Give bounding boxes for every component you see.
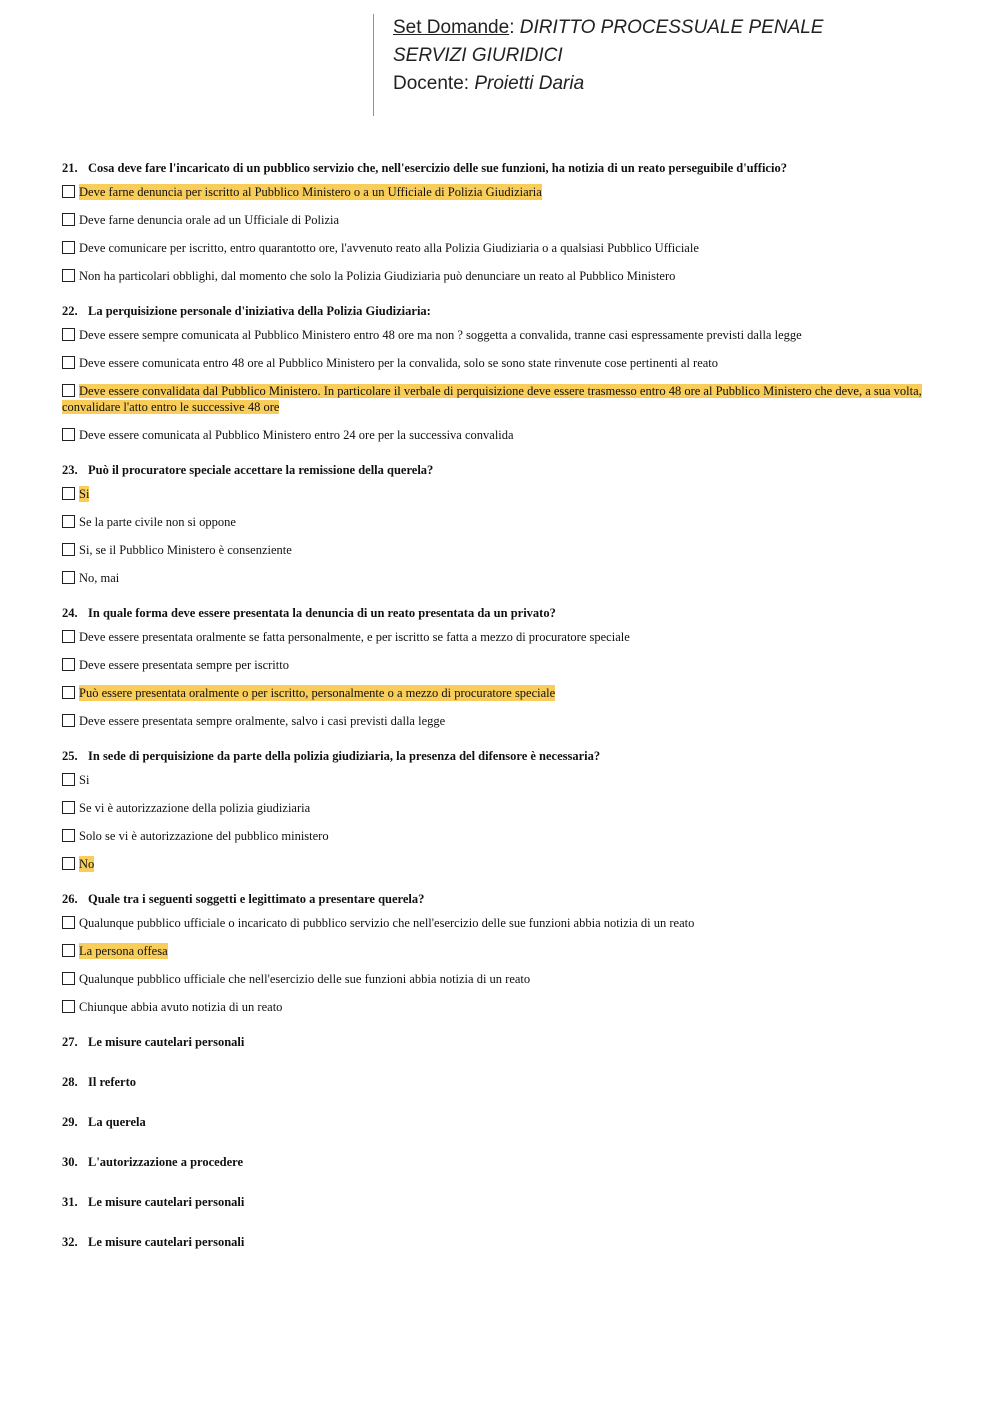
question-number: 30. [62, 1155, 78, 1169]
answer-option[interactable] [62, 828, 932, 844]
answer-text: Deve essere sempre comunicata al Pubblico Ministero entro 48 ore ma non ? soggetta a convalida, tranne casi espressamente previsti dalla legge [79, 328, 802, 342]
answer-checkbox[interactable] [62, 213, 75, 226]
question-title [62, 1154, 932, 1170]
answer-option[interactable] [62, 570, 932, 586]
answer-option[interactable] [62, 212, 932, 228]
answer-option[interactable] [62, 486, 932, 502]
answer-option[interactable] [62, 383, 932, 415]
question-block [62, 160, 932, 284]
question-number: 24. [62, 606, 78, 620]
answer-text: Se vi è autorizzazione della polizia giudiziaria [79, 801, 311, 815]
question-text: La querela [88, 1115, 146, 1129]
question-block [62, 748, 932, 872]
answer-text-highlighted: Deve farne denuncia per iscritto al Pubblico Ministero o a un Ufficiale di Polizia Giudiziaria [79, 185, 542, 199]
answer-checkbox[interactable] [62, 658, 75, 671]
answer-checkbox[interactable] [62, 269, 75, 282]
question-text: Le misure cautelari personali [88, 1235, 245, 1249]
question-title [62, 1114, 932, 1130]
answer-option[interactable] [62, 240, 932, 256]
question-text: L'autorizzazione a procedere [88, 1155, 244, 1169]
answer-checkbox[interactable] [62, 686, 75, 699]
question-text: La perquisizione personale d'iniziativa della Polizia Giudiziaria: [88, 304, 431, 318]
answer-option[interactable] [62, 943, 932, 959]
answer-checkbox[interactable] [62, 944, 75, 957]
answer-option[interactable] [62, 184, 932, 200]
answer-checkbox[interactable] [62, 543, 75, 556]
answer-text: Deve farne denuncia orale ad un Ufficiale di Polizia [79, 213, 340, 227]
answer-checkbox[interactable] [62, 328, 75, 341]
answer-checkbox[interactable] [62, 972, 75, 985]
answer-text: Qualunque pubblico ufficiale o incaricato di pubblico servizio che nell'esercizio delle sue funzioni abbia notizia di un reato [79, 916, 695, 930]
answer-option[interactable] [62, 629, 932, 645]
answer-checkbox[interactable] [62, 571, 75, 584]
answer-text: Non ha particolari obblighi, dal momento che solo la Polizia Giudiziaria può denunciare un reato al Pubblico Ministero [79, 269, 676, 283]
answer-checkbox[interactable] [62, 1000, 75, 1013]
question-number: 32. [62, 1235, 78, 1249]
answer-option[interactable] [62, 999, 932, 1015]
question-title [62, 748, 932, 764]
answer-option[interactable] [62, 268, 932, 284]
answer-text-highlighted: Deve essere convalidata dal Pubblico Ministero. In particolare il verbale di perquisizione deve essere trasmesso entro 48 ore al Pubblico Ministero che deve, a sua volta, convalidare l'atto entro le successive 48 ore [62, 384, 922, 414]
answer-text: No, mai [79, 571, 120, 585]
answer-option[interactable] [62, 971, 932, 987]
question-block [62, 891, 932, 1015]
answer-checkbox[interactable] [62, 857, 75, 870]
question-list [62, 160, 932, 1274]
question-block [62, 605, 932, 729]
answer-option[interactable] [62, 856, 932, 872]
teacher-name: Proietti Daria [474, 73, 585, 94]
answer-checkbox[interactable] [62, 515, 75, 528]
question-number: 27. [62, 1035, 78, 1049]
answer-checkbox[interactable] [62, 773, 75, 786]
answer-checkbox[interactable] [62, 916, 75, 929]
question-title [62, 1234, 932, 1250]
question-number: 22. [62, 304, 78, 318]
question-block [62, 303, 932, 443]
question-text: In quale forma deve essere presentata la denuncia di un reato presentata da un privato? [88, 606, 556, 620]
answer-checkbox[interactable] [62, 356, 75, 369]
answer-option[interactable] [62, 514, 932, 530]
question-number: 21. [62, 161, 78, 175]
answer-checkbox[interactable] [62, 384, 75, 397]
question-title [62, 462, 932, 478]
answer-option[interactable] [62, 327, 932, 343]
answer-option[interactable] [62, 355, 932, 371]
answer-checkbox[interactable] [62, 714, 75, 727]
answer-text: Si, se il Pubblico Ministero è consenziente [79, 543, 292, 557]
question-text: Quale tra i seguenti soggetti e legittimato a presentare querela? [88, 892, 425, 906]
question-title [62, 160, 932, 176]
answer-option[interactable] [62, 713, 932, 729]
answer-text: Deve essere presentata sempre per iscritto [79, 658, 289, 672]
answer-text-highlighted: Si [79, 487, 90, 501]
answer-text: Deve comunicare per iscritto, entro quarantotto ore, l'avvenuto reato alla Polizia Giudiziaria o a qualsiasi Pubblico Ufficiale [79, 241, 699, 255]
question-block [62, 462, 932, 586]
answer-text: Deve essere comunicata entro 48 ore al Pubblico Ministero per la convalida, solo se sono state rinvenute cose pertinenti al reato [79, 356, 719, 370]
answer-checkbox[interactable] [62, 487, 75, 500]
set-title-line: Set Domande: DIRITTO PROCESSUALE PENALE [393, 17, 824, 38]
question-title [62, 605, 932, 621]
question-text: Il referto [88, 1075, 137, 1089]
answer-option[interactable] [62, 772, 932, 788]
course-line [393, 42, 823, 70]
question-number: 25. [62, 749, 78, 763]
answer-checkbox[interactable] [62, 829, 75, 842]
question-number: 26. [62, 892, 78, 906]
question-number: 29. [62, 1115, 78, 1129]
answer-option[interactable] [62, 542, 932, 558]
question-text: In sede di perquisizione da parte della polizia giudiziaria, la presenza del difensore è necessaria? [88, 749, 601, 763]
set-label: Set Domande [393, 17, 510, 38]
answer-option[interactable] [62, 685, 932, 701]
question-title [62, 1194, 932, 1210]
answer-text: Chiunque abbia avuto notizia di un reato [79, 1000, 283, 1014]
answer-checkbox[interactable] [62, 241, 75, 254]
answer-checkbox[interactable] [62, 428, 75, 441]
answer-checkbox[interactable] [62, 630, 75, 643]
teacher-line [393, 70, 823, 98]
question-text: Le misure cautelari personali [88, 1195, 245, 1209]
subject-title: DIRITTO PROCESSUALE PENALE [519, 17, 824, 38]
question-text: Le misure cautelari personali [88, 1035, 245, 1049]
question-text: Può il procuratore speciale accettare la remissione della querela? [88, 463, 434, 477]
question-text: Cosa deve fare l'incaricato di un pubblico servizio che, nell'esercizio delle sue funzioni, ha notizia di un reato perseguibile d'ufficio? [88, 161, 787, 175]
answer-text-highlighted: No [79, 857, 95, 871]
question-title [62, 1074, 932, 1090]
answer-text: Se la parte civile non si oppone [79, 515, 236, 529]
answer-checkbox[interactable] [62, 801, 75, 814]
answer-text: Qualunque pubblico ufficiale che nell'esercizio delle sue funzioni abbia notizia di un reato [79, 972, 531, 986]
answer-text: Deve essere comunicata al Pubblico Ministero entro 24 ore per la successiva convalida [79, 428, 514, 442]
answer-option[interactable] [62, 915, 932, 931]
answer-option[interactable] [62, 427, 932, 443]
question-title [62, 1034, 932, 1050]
answer-option[interactable] [62, 800, 932, 816]
course-title: SERVIZI GIURIDICI [393, 45, 563, 66]
question-title [62, 891, 932, 907]
answer-checkbox[interactable] [62, 185, 75, 198]
answer-text: Si [79, 773, 90, 787]
answer-text: Deve essere presentata sempre oralmente, salvo i casi previsti dalla legge [79, 714, 446, 728]
answer-text: Deve essere presentata oralmente se fatta personalmente, e per iscritto se fatta a mezzo di procuratore speciale [79, 630, 630, 644]
answer-text-highlighted: La persona offesa [79, 944, 168, 958]
question-title [62, 303, 932, 319]
answer-option[interactable] [62, 657, 932, 673]
question-number: 28. [62, 1075, 78, 1089]
question-number: 23. [62, 463, 78, 477]
question-number: 31. [62, 1195, 78, 1209]
answer-text: Solo se vi è autorizzazione del pubblico ministero [79, 829, 329, 843]
answer-text-highlighted: Può essere presentata oralmente o per iscritto, personalmente o a mezzo di procuratore speciale [79, 686, 556, 700]
teacher-label: Docente: [393, 73, 470, 94]
document-header [373, 14, 823, 116]
